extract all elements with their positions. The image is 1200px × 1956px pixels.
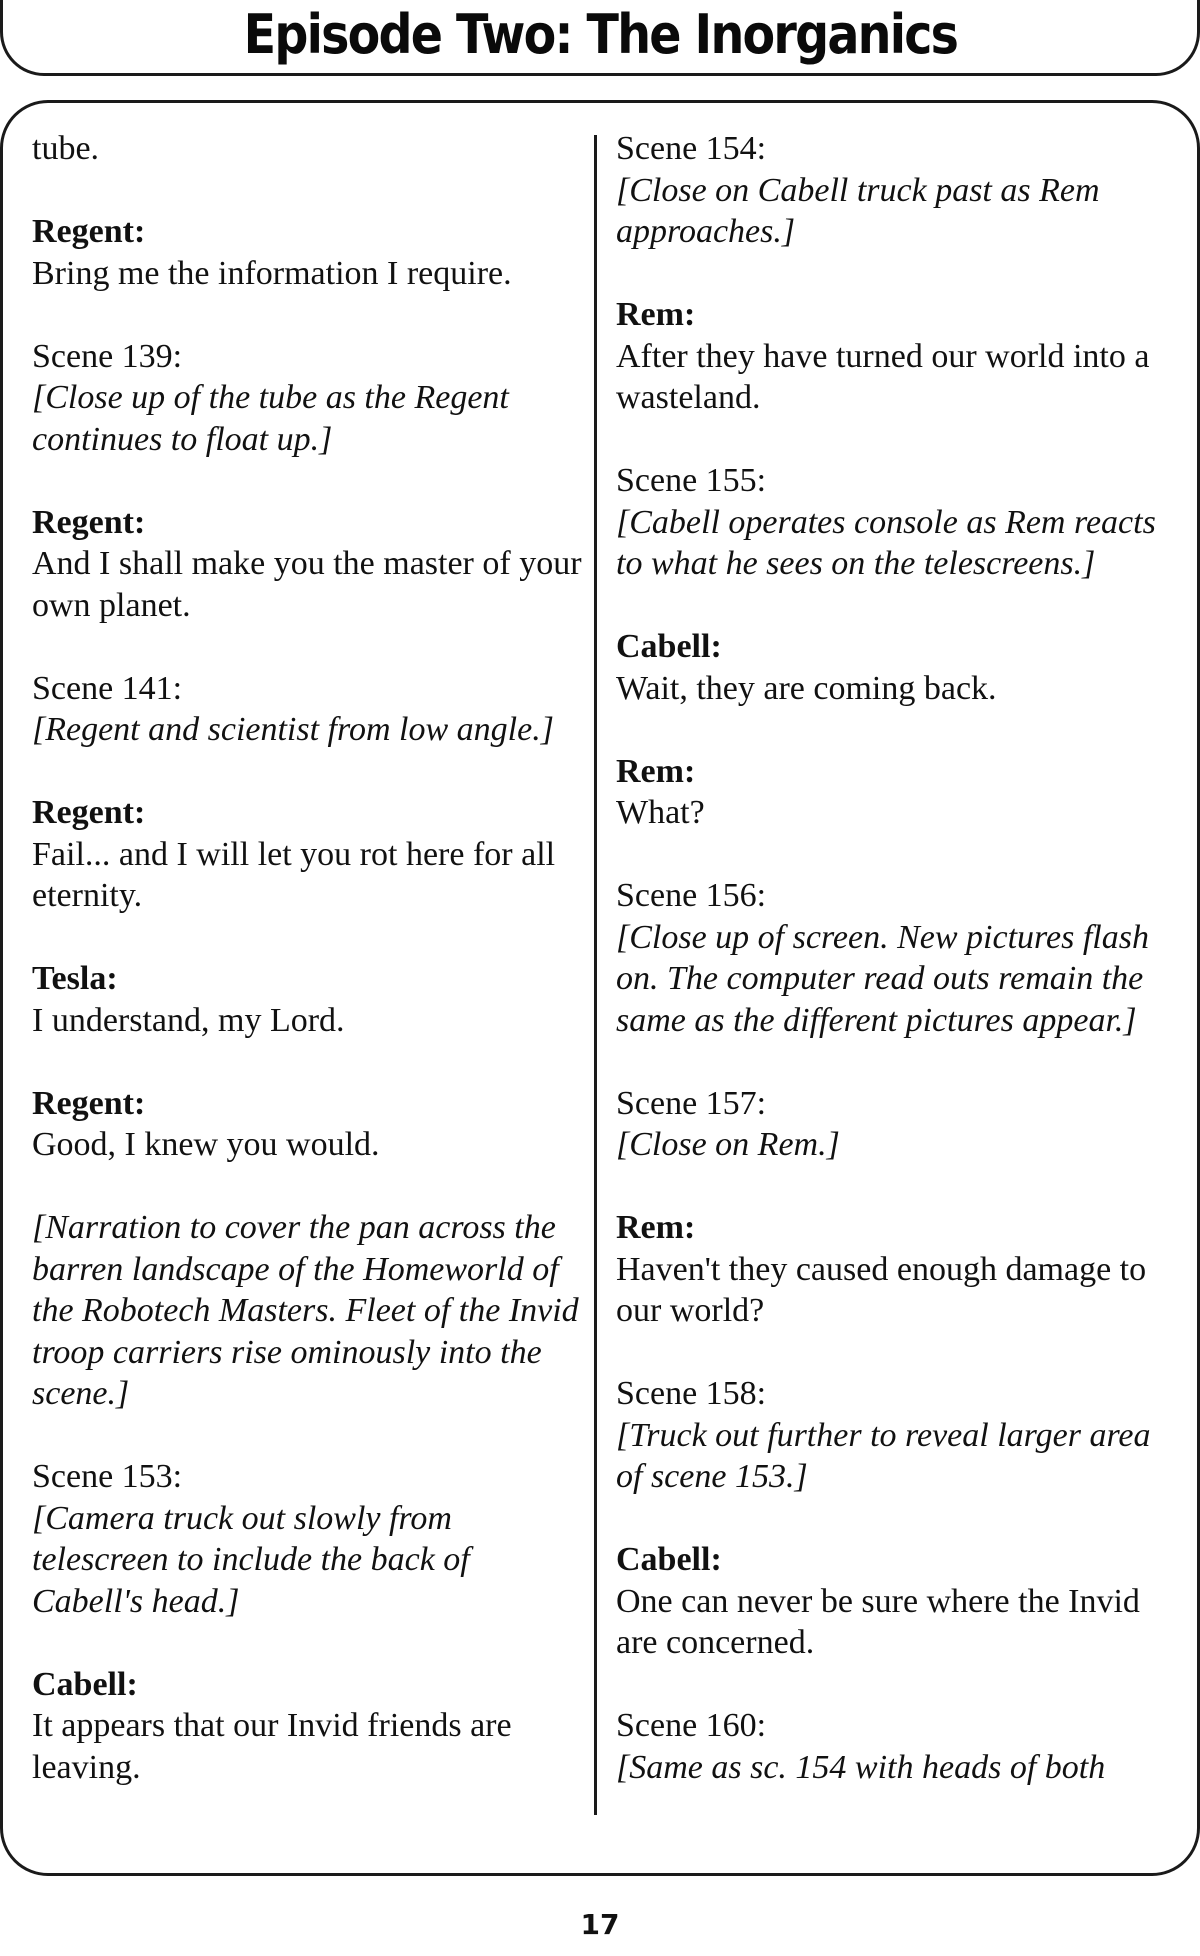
stage-direction: [Close up of screen. New pictures flash on. The computer read outs remain the same as the different pictures appear.] (616, 918, 1149, 1039)
dialogue-block (616, 626, 1176, 709)
stage-direction: [Narration to cover the pan across the barren landscape of the Homeworld of the Robotech Masters. Fleet of the Invid troop carriers rise ominously into the scene.] (32, 1209, 579, 1412)
dialogue-line: After they have turned our world into a wasteland. (616, 337, 1150, 416)
dialogue-line: Wait, they are coming back. (616, 669, 997, 707)
dialogue-block (32, 958, 584, 1041)
dialogue-line: Bring me the information I require. (32, 254, 512, 292)
scene-heading: Scene 154: (616, 130, 767, 167)
scene-block (32, 1456, 584, 1622)
scene-heading: Scene 160: (616, 1707, 767, 1744)
dialogue-block (32, 792, 584, 917)
right-column (616, 128, 1176, 1830)
speaker-name: Rem: (616, 752, 696, 790)
scene-heading: Scene 158: (616, 1375, 767, 1412)
speaker-name: Regent: (32, 213, 146, 250)
continued-text: tube. (32, 130, 100, 167)
dialogue-block (616, 751, 1176, 834)
left-column (32, 128, 584, 1830)
dialogue-line: Good, I knew you would. (32, 1126, 380, 1163)
script-block (32, 128, 584, 170)
scene-heading: Scene 153: (32, 1458, 183, 1495)
dialogue-line: What? (616, 794, 705, 831)
dialogue-line: One can never be sure where the Invid are concerned. (616, 1582, 1140, 1661)
dialogue-block (32, 1083, 584, 1166)
speaker-name: Regent: (32, 1084, 146, 1122)
speaker-name: Rem: (616, 1209, 696, 1246)
scene-heading: Scene 155: (616, 462, 767, 499)
stage-direction: [Truck out further to reveal larger area of scene 153.] (616, 1416, 1151, 1495)
scene-heading: Scene 157: (616, 1084, 767, 1122)
stage-direction: [Regent and scientist from low angle.] (32, 711, 554, 748)
scene-heading: Scene 139: (32, 337, 183, 375)
dialogue-line: It appears that our Invid friends are leaving. (32, 1707, 512, 1786)
speaker-name: Regent: (32, 794, 146, 831)
scene-heading: Scene 141: (32, 669, 183, 707)
scene-block (616, 1083, 1176, 1166)
stage-direction: [Close up of the tube as the Regent continues to float up.] (32, 379, 509, 458)
dialogue-block (32, 1664, 584, 1789)
speaker-name: Cabell: (616, 628, 722, 665)
stage-direction: [Cabell operates console as Rem reacts to what he sees on the telescreens.] (616, 503, 1156, 582)
dialogue-block (32, 502, 584, 627)
stage-direction: [Close on Rem.] (616, 1126, 840, 1163)
dialogue-block (32, 211, 584, 294)
dialogue-block (616, 1207, 1176, 1332)
scene-block (32, 668, 584, 751)
speaker-name: Cabell: (32, 1665, 138, 1703)
dialogue-line: Haven't they caused enough damage to our world? (616, 1250, 1147, 1329)
column-divider (594, 135, 597, 1815)
narration-block (32, 1207, 584, 1415)
dialogue-block (616, 1539, 1176, 1664)
page-title: Episode Two: The Inorganics (243, 3, 957, 66)
stage-direction: [Close on Cabell truck past as Rem approaches.] (616, 171, 1100, 250)
dialogue-block (616, 294, 1176, 419)
dialogue-line: I understand, my Lord. (32, 1001, 345, 1039)
header-banner (0, 0, 1200, 76)
scene-block (616, 460, 1176, 585)
scene-block (616, 128, 1176, 253)
speaker-name: Rem: (616, 296, 696, 333)
speaker-name: Cabell: (616, 1541, 722, 1578)
page-number: 17 (580, 1908, 620, 1941)
stage-direction: [Camera truck out slowly from telescreen to include the back of Cabell's head.] (32, 1499, 470, 1620)
dialogue-line: Fail... and I will let you rot here for all eternity. (32, 835, 556, 914)
stage-direction: [Same as sc. 154 with heads of both (616, 1748, 1106, 1786)
speaker-name: Regent: (32, 503, 146, 541)
scene-block (616, 1705, 1176, 1788)
dialogue-line: And I shall make you the master of your own planet. (32, 545, 582, 624)
speaker-name: Tesla: (32, 960, 118, 997)
scene-block (32, 336, 584, 461)
scene-block (616, 875, 1176, 1041)
scene-heading: Scene 156: (616, 877, 767, 914)
scene-block (616, 1373, 1176, 1498)
